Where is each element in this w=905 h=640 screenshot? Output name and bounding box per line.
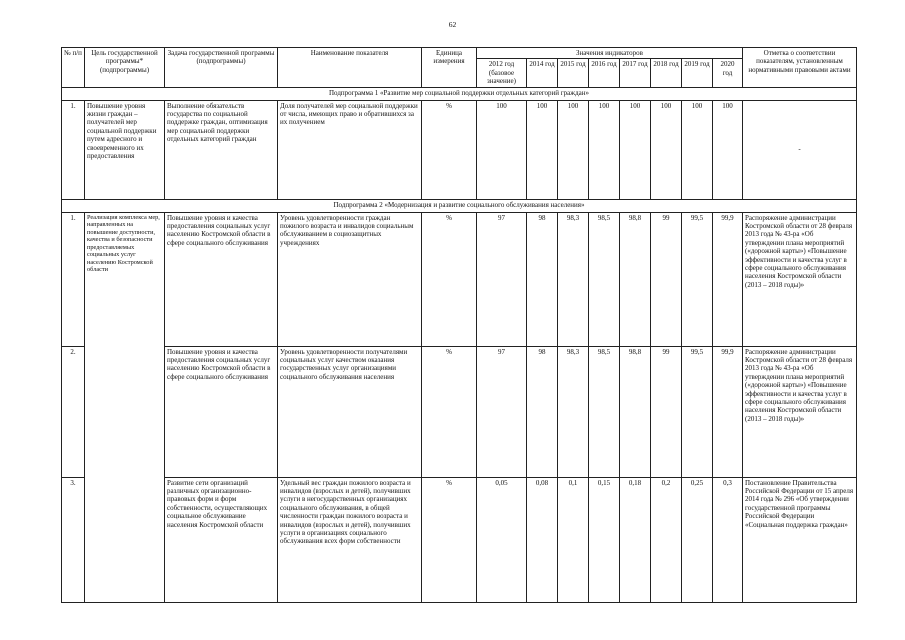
header-no: № п/п [62,48,85,88]
row-value: 100 [620,100,651,199]
header-year: 2015 год [558,59,589,87]
row-no: 2. [62,346,85,477]
row-value: 0,3 [713,477,743,602]
header-task: Задача государственной программы (подпрограммы) [165,48,278,88]
header-year: 2019 год [682,59,713,87]
page-number: 62 [448,20,457,29]
row-value: 0,05 [477,477,527,602]
row-value: 0,18 [620,477,651,602]
row-value: 99 [651,212,682,346]
row-value: 100 [682,100,713,199]
row-value: 0,25 [682,477,713,602]
row-value: 98,8 [620,346,651,477]
row-unit: % [422,100,477,199]
row-acts: - [743,100,857,199]
row-value: 100 [651,100,682,199]
row-no: 1. [62,100,85,199]
row-no: 1. [62,212,85,346]
header-year: 2014 год [527,59,558,87]
row-unit: % [422,212,477,346]
row-value: 98,5 [589,212,620,346]
row-value: 98 [527,346,558,477]
row-value: 97 [477,212,527,346]
row-value: 100 [477,100,527,199]
header-year: 2020 год [713,59,743,87]
row-value: 98,3 [558,346,589,477]
row-value: 98,5 [589,346,620,477]
subprogram-2-title: Подпрограмма 2 «Модернизация и развитие социального обслуживания населения» [62,199,857,212]
row-value: 0,15 [589,477,620,602]
header-acts: Отметка о соответствии показателям, установленным нормативными правовыми актами [743,48,857,88]
row-indicator: Доля получателей мер социальной поддержки от числа, имеющих право и обратившихся за их получением [278,100,422,199]
row-indicator: Уровень удовлетворенности граждан пожилого возраста и инвалидов социальным обслуживанием в социозащитных учреждениях [278,212,422,346]
row-value: 98 [527,212,558,346]
row-acts: Постановление Правительства Российской Федерации от 15 апреля 2014 года № 296 «Об утверждении государственной программы Российской Федерации «Социальная поддержка граждан» [743,477,857,602]
header-row [62,48,857,59]
row-unit: % [422,477,477,602]
row-value: 0,2 [651,477,682,602]
row-value: 99 [651,346,682,477]
row-value: 99,5 [682,346,713,477]
row-task: Развитие сети организаций различных организационно-правовых форм и форм собственности, осуществляющих социальное обслуживание населения Костромской области [165,477,278,602]
table-row [62,477,857,602]
header-indicator-name: Наименование показателя [278,48,422,88]
header-goal: Цель государственной программы* (подпрограммы) [85,48,165,88]
row-value: 98,3 [558,212,589,346]
row-value: 100 [558,100,589,199]
row-goal: Реализация комплекса мер, направленных на повышение доступности, качества и безопасности предоставляемых социальных услуг населению Костромской области [85,212,165,602]
subprogram-2-title-row [62,199,857,212]
row-indicator: Удельный вес граждан пожилого возраста и инвалидов (взрослых и детей), получивших услуги в негосударственных организациях социального обслуживания, в общей численности граждан пожилого возраста и инвалидов (взрослых и детей), получивших услуги в организациях социального обслуживания всех форм собственности [278,477,422,602]
header-year: 2016 год [589,59,620,87]
indicators-table [61,47,857,603]
row-task: Выполнение обязательств государства по социальной поддержке граждан, оптимизация мер социальной поддержки отдельных категорий граждан [165,100,278,199]
row-goal: Повышение уровня жизни граждан – получателей мер социальной поддержки путем адресного и своевременного их предоставления [85,100,165,199]
row-value: 0,08 [527,477,558,602]
row-unit: % [422,346,477,477]
row-value: 0,1 [558,477,589,602]
row-acts: Распоряжение администрации Костромской области от 28 февраля 2013 года № 43-ра «Об утверждении плана мероприятий («дорожной карты») «Повышение эффективности и качества услуг в сфере социального обслуживания населения Костромской области (2013 – 2018 годы)» [743,346,857,477]
row-task: Повышение уровня и качества предоставления социальных услуг населению Костромской области в сфере социального обслуживания [165,212,278,346]
table-row [62,346,857,477]
row-value: 99,9 [713,212,743,346]
row-indicator: Уровень удовлетворенности получателями социальных услуг качеством оказания государственных услуг организациями социального обслуживания населения [278,346,422,477]
row-acts: Распоряжение администрации Костромской области от 28 февраля 2013 года № 43-ра «Об утверждении плана мероприятий («дорожной карты») «Повышение эффективности и качества услуг в сфере социального обслуживания населения Костромской области (2013 – 2018 годы)» [743,212,857,346]
row-value: 98,8 [620,212,651,346]
header-values-group: Значения индикаторов [477,48,743,59]
row-value: 100 [713,100,743,199]
row-task: Повышение уровня и качества предоставления социальных услуг населению Костромской области в сфере социального обслуживания [165,346,278,477]
row-value: 99,5 [682,212,713,346]
header-year: 2018 год [651,59,682,87]
header-year: 2017 год [620,59,651,87]
table-row [62,100,857,199]
row-value: 99,9 [713,346,743,477]
row-value: 97 [477,346,527,477]
row-value: 100 [589,100,620,199]
row-no: 3. [62,477,85,602]
subprogram-1-title-row [62,87,857,100]
subprogram-1-title: Подпрограмма 1 «Развитие мер социальной поддержки отдельных категорий граждан» [62,87,857,100]
table-row [62,212,857,346]
header-unit: Единица измерения [422,48,477,88]
header-year: 2012 год (базовое значение) [477,59,527,87]
row-value: 100 [527,100,558,199]
